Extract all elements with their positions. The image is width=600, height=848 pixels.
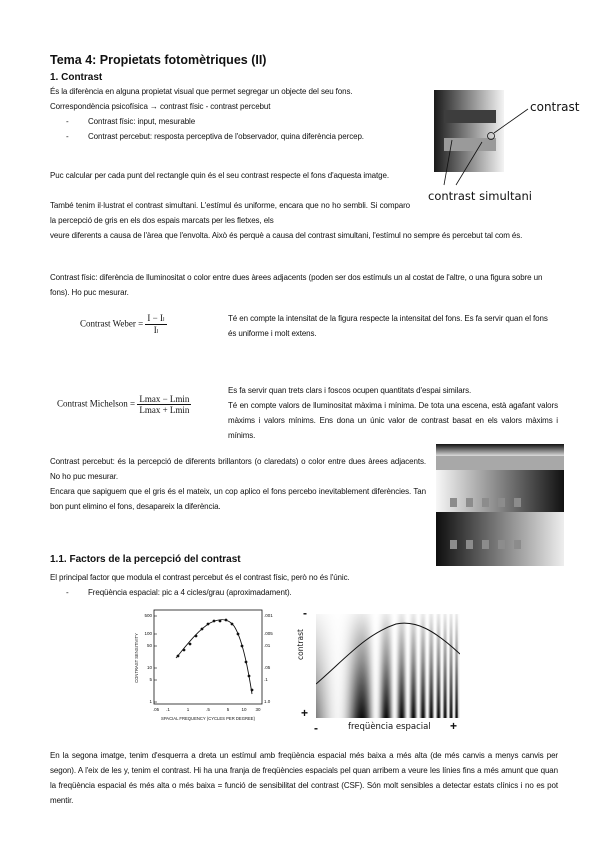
csf-y2tick-label: .05 bbox=[264, 665, 271, 670]
paragraph-contrast-percebut-2: Encara que sapiguem que el gris és el mateix, un cop aplico el fons percebo inevitablement diferències. Tan bon punt elimino el fons, desapareix la diferència. bbox=[50, 487, 426, 511]
bullet-contrast-percebut: Contrast percebut: resposta perceptiva de l'observador, quina diferència percep. bbox=[88, 132, 364, 141]
factors-intro: El principal factor que modula el contrast percebut és el contrast físic, però no és l'únic. bbox=[50, 573, 350, 582]
paragraph-csf: En la segona imatge, tenim d'esquerra a dreta un estímul amb freqüència espacial més baixa a més alta (de més canvis a menys canvis per segon). A l'eix de les y, tenim el contrast. Hi ha una franja de freqüències espacials pel quan arribem a veure les línies fins a més amunt que quan la freqüència espacial és més alta o més baixa = funció de sensibilitat del contrast (CSF). Són molt sensibles a detectar estats clínics i no es pot mentir. bbox=[50, 751, 558, 805]
paragraph-contrast-percebut-1: Contrast percebut: és la percepció de diferents brillantors (o claredats) o color entre dues àrees adjacents. No ho puc mesurar. bbox=[50, 457, 426, 481]
bullet-marker: - bbox=[66, 588, 69, 597]
michelson-description-1: Es fa servir quan trets clars i foscos ocupen quantitats d'espai similars. bbox=[228, 386, 472, 395]
uniform-grey-bar bbox=[436, 456, 564, 470]
page-title: Tema 4: Propietats fotomètriques (II) bbox=[50, 53, 267, 67]
csf-y2tick-label: .001 bbox=[264, 613, 273, 618]
csf-xtick-label: 5 bbox=[226, 707, 230, 712]
contrast-intro: És la diferència en alguna propietat visual que permet segregar un objecte del seu fons. bbox=[50, 87, 353, 96]
grating-minus-top: - bbox=[303, 606, 307, 620]
bullet-contrast-fisic: Contrast físic: input, mesurable bbox=[88, 117, 196, 126]
csf-x-axis-label: SPACIAL FREQUENCY (CYCLES PER DEGREE) bbox=[161, 716, 255, 721]
michelson-formula bbox=[57, 394, 191, 415]
csf-xtick-label: 1 bbox=[186, 707, 190, 712]
csf-y2tick-label: .01 bbox=[264, 643, 271, 648]
csf-xtick-label: .05 bbox=[152, 707, 160, 712]
michelson-label: Contrast Michelson = bbox=[57, 398, 136, 409]
weber-numerator: I − Iₗ bbox=[147, 313, 165, 323]
csf-y-axis-label: CONTRAST SENSITIVITY bbox=[134, 633, 139, 683]
csf-xtick-label: .5 bbox=[206, 707, 210, 712]
csf-y2tick-label: 1.0 bbox=[264, 699, 271, 704]
csf-ytick-label: 5 bbox=[149, 677, 152, 682]
label-contrast: contrast bbox=[530, 100, 580, 114]
label-contrast-simultani: contrast simultani bbox=[428, 189, 532, 203]
grating-plus-bottom: + bbox=[301, 706, 309, 720]
paragraph-simultani-b: veure diferents a causa de l'àrea que l'envolta. Això és perquè a causa del contrast simultani, l'estímul no sempre és percebut tal com és. bbox=[50, 231, 523, 240]
dark-rectangle bbox=[444, 110, 496, 123]
weber-label: Contrast Weber = bbox=[80, 318, 144, 329]
csf-y2tick-label: .1 bbox=[264, 677, 268, 682]
csf-ytick-label: 500 bbox=[144, 613, 152, 618]
csf-ytick-label: 100 bbox=[144, 631, 152, 636]
simultaneous-contrast-figure bbox=[434, 90, 504, 172]
paragraph-rectangle: Puc calcular per cada punt del rectangle quin és el seu contrast respecte el fons d'aquesta imatge. bbox=[50, 171, 389, 180]
gradient-background bbox=[434, 90, 504, 172]
michelson-description-2: Té en compte valors de lluminositat màxima i mínima. De tota una escena, està agafant valors màxims i valors mínims. Ens dona un únic valor de contrast basat en els valors màxims i mínims. bbox=[228, 401, 558, 440]
grating-x-axis-label: freqüència espacial bbox=[348, 722, 431, 732]
csf-ytick-label: 1 bbox=[149, 699, 152, 704]
csf-xtick-label: 10 bbox=[241, 707, 247, 712]
csf-ytick-label: 10 bbox=[146, 665, 152, 670]
csf-ytick-label: 50 bbox=[146, 643, 152, 648]
csf-data-points bbox=[177, 619, 254, 692]
weber-description: Té en compte la intensitat de la figura respecte la intensitat del fons. Es fa servir quan el fons és uniforme i molt extens. bbox=[228, 314, 548, 338]
michelson-numerator: Lmax − Lmin bbox=[139, 394, 190, 404]
grey-rectangle bbox=[444, 138, 496, 151]
csf-y-ticks bbox=[154, 616, 157, 702]
dark-to-light-gradient bbox=[436, 512, 564, 566]
weber-denominator: Iₗ bbox=[153, 325, 159, 335]
grating-minus-left: - bbox=[314, 721, 318, 735]
csf-xtick-label: .1 bbox=[166, 707, 170, 712]
grating-plus-right: + bbox=[450, 719, 458, 733]
paragraph-contrast-fisic: Contrast físic: diferència de lluminositat o color entre dues àrees adjacents (poden ser dos estímuls un al costat de l'altre, o una figura sobre un fons). Ho puc mesurar. bbox=[50, 273, 543, 297]
csf-y2tick-label: .005 bbox=[264, 631, 273, 636]
csf-plot bbox=[128, 606, 286, 728]
csf-xtick-label: 30 bbox=[255, 707, 261, 712]
section-heading-contrast: 1. Contrast bbox=[50, 72, 103, 83]
michelson-denominator: Lmax + Lmin bbox=[139, 405, 190, 415]
weber-formula bbox=[80, 313, 167, 336]
bullet-marker: - bbox=[66, 117, 69, 126]
paragraph-simultani-a: També tenim il·lustrat el contrast simultani. L'estímul és uniforme, encara que no ho sembli. Si comparo la percepció de gris en els dos espais marcats per les fletxes, els bbox=[50, 201, 410, 225]
section-heading-factors: 1.1. Factors de la percepció del contrast bbox=[50, 554, 241, 565]
bullet-marker: - bbox=[66, 132, 69, 141]
grating-svg bbox=[316, 614, 460, 718]
bullet-spatial-frequency: Freqüència espacial: pic a 4 cicles/grau (aproximadament). bbox=[88, 588, 292, 597]
perceived-contrast-figure bbox=[436, 444, 564, 566]
contrast-grating-image bbox=[316, 614, 460, 718]
csf-curve bbox=[176, 620, 252, 694]
contrast-fade-overlay bbox=[316, 614, 460, 718]
correspondence-line: Correspondència psicofísica → contrast físic - contrast percebut bbox=[50, 102, 271, 111]
grating-y-axis-label: contrast bbox=[296, 629, 305, 660]
top-vertical-gradient bbox=[436, 444, 564, 456]
